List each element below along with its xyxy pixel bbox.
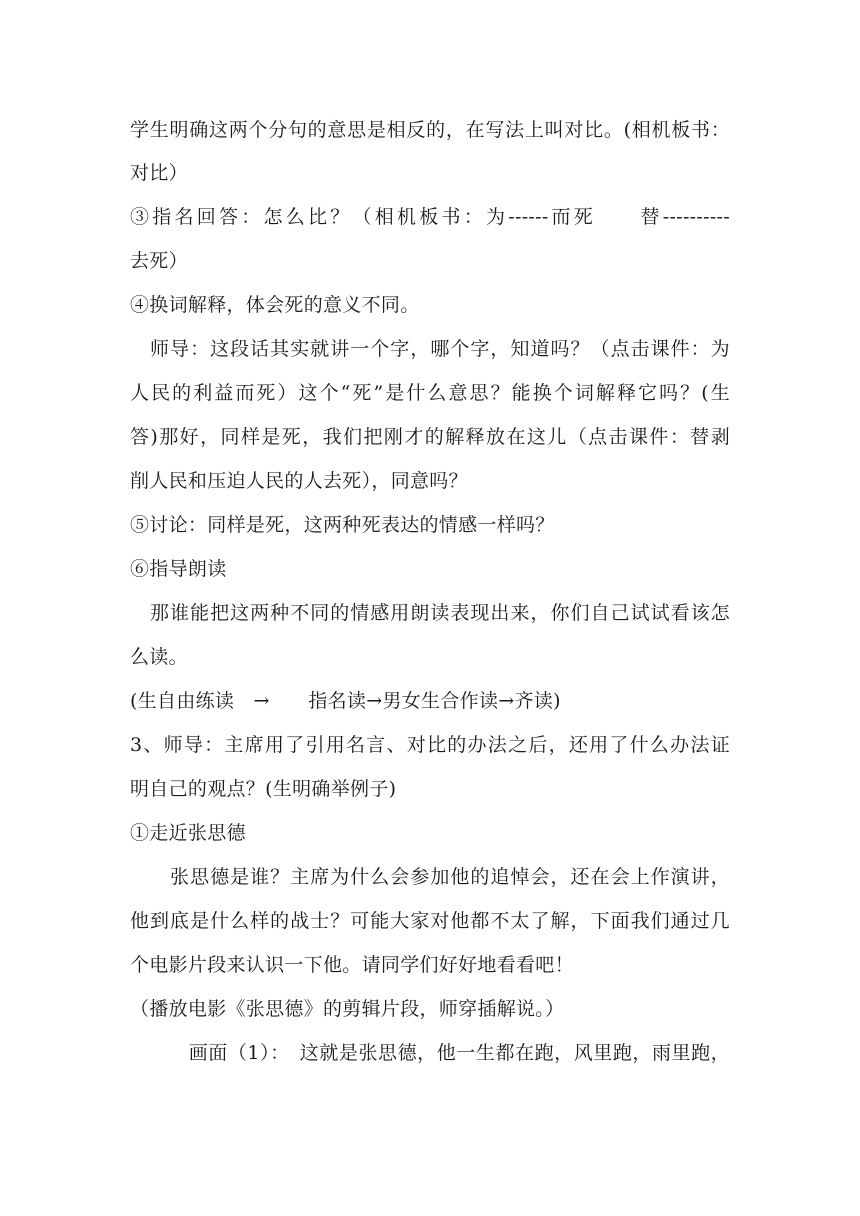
paragraph-line: 3、师导：主席用了引用名言、对比的办法之后，还用了什么办法证 (130, 734, 730, 756)
paragraph-line: 削人民和压迫人民的人去死），同意吗？ (130, 470, 468, 492)
paragraph-line: 答)那好，同样是死，我们把刚才的解释放在这儿（点击课件：替剥 (130, 426, 730, 448)
paragraph-line: ⑥指导朗读 (130, 558, 227, 580)
paragraph-line: 他到底是什么样的战士？可能大家对他都不太了解，下面我们通过几 (130, 910, 730, 932)
paragraph-line: （播放电影《张思德》的剪辑片段，师穿插解说。） (130, 998, 565, 1020)
paragraph-line: ④换词解释，体会死的意义不同。 (130, 294, 420, 316)
paragraph-line: 明自己的观点？(生明确举例子) (130, 778, 397, 800)
paragraph-line: 那谁能把这两种不同的情感用朗读表现出来，你们自己试试看该怎 (130, 602, 730, 624)
paragraph-line: 个电影片段来认识一下他。请同学们好好地看看吧！ (130, 954, 574, 976)
paragraph-line: 张思德是谁？主席为什么会参加他的追悼会，还在会上作演讲， (130, 866, 730, 888)
paragraph-line: ⑤讨论：同样是死，这两种死表达的情感一样吗？ (130, 514, 555, 536)
paragraph-line: 对比） (130, 162, 188, 184)
paragraph-line: 画面（1）： 这就是张思德，他一生都在跑，风里跑，雨里跑， (130, 1042, 730, 1064)
paragraph-line: ③指名回答：怎么比？（相机板书：为------而死 替---------- (130, 206, 730, 228)
paragraph-line: 去死） (130, 250, 188, 272)
paragraph-line: (生自由练读 → 指名读→男女生合作读→齐读) (130, 690, 561, 712)
paragraph-line: 么读。 (130, 646, 188, 668)
paragraph-line: 师导：这段话其实就讲一个字，哪个字，知道吗？（点击课件：为 (130, 338, 730, 360)
paragraph-line: ①走近张思德 (130, 822, 246, 844)
paragraph-line: 学生明确这两个分句的意思是相反的，在写法上叫对比。(相机板书： (130, 119, 730, 141)
paragraph-line: 人民的利益而死）这个“死”是什么意思？能换个词解释它吗？(生 (130, 382, 730, 404)
